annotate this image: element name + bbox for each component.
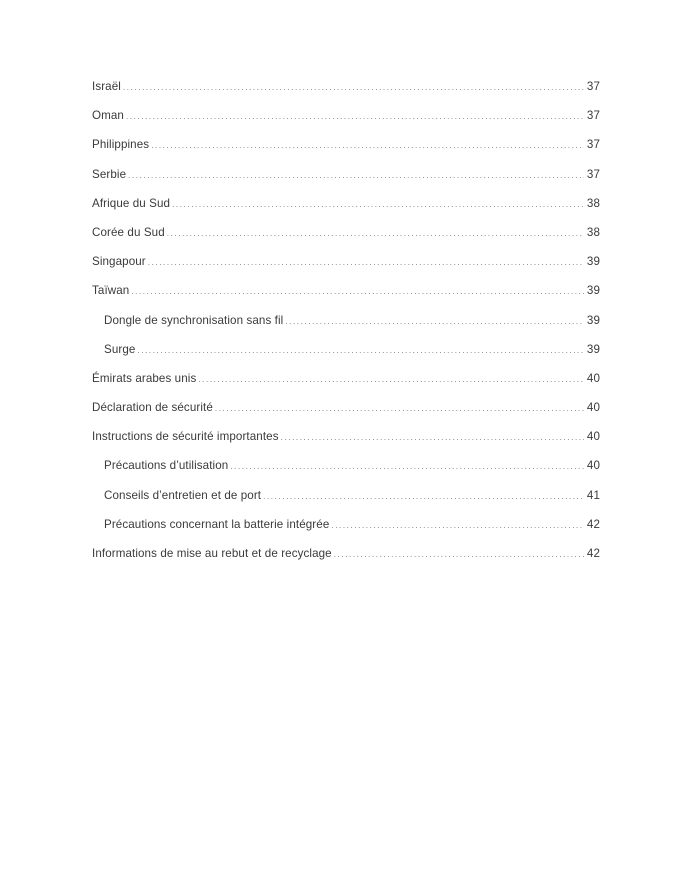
toc-dot-leader [215,400,584,418]
toc-entry-title: Afrique du Sud [92,196,171,210]
toc-dot-leader [167,225,584,243]
toc-dot-leader [285,313,584,331]
toc-entry-emirats-arabes-unis[interactable] [92,370,600,399]
toc-page-number: 38 [586,196,600,210]
toc-dot-leader [148,254,584,272]
toc-page-number: 40 [586,401,600,415]
table-of-contents [92,78,600,574]
toc-entry-instructions-securite[interactable] [92,428,600,457]
toc-entry-title: Informations de mise au rebut et de recyclage [92,547,332,560]
toc-page-number: 39 [586,255,600,269]
toc-dot-leader [334,546,584,564]
toc-dot-leader [137,342,584,360]
toc-entry-oman[interactable] [92,107,600,136]
toc-dot-leader [281,429,584,447]
toc-dot-leader [151,137,584,155]
toc-page-number: 42 [586,547,600,560]
toc-entry-singapour[interactable] [92,253,600,282]
toc-page-number: 38 [586,225,600,239]
toc-entry-coree-du-sud[interactable] [92,224,600,253]
toc-dot-leader [131,283,584,301]
toc-page-number: 39 [586,313,600,327]
toc-page-number: 37 [586,109,600,123]
toc-page-number: 42 [586,517,600,531]
toc-dot-leader [126,108,584,126]
toc-entry-title: Précautions concernant la batterie intégrée [104,517,330,531]
toc-page-number: 39 [586,284,600,298]
toc-entry-dongle-synchronisation[interactable] [92,312,600,341]
toc-page-number: 37 [586,138,600,152]
toc-entry-title: Corée du Sud [92,225,165,239]
toc-entry-precautions-utilisation[interactable] [92,457,600,486]
toc-entry-surge[interactable] [92,341,600,370]
toc-page-number: 39 [586,342,600,356]
toc-dot-leader [123,79,584,97]
toc-entry-title: Surge [104,342,136,356]
toc-dot-leader [198,371,584,389]
toc-page-number: 37 [586,80,600,93]
toc-entry-title: Singapour [92,255,146,269]
toc-entry-title: Philippines [92,138,150,152]
toc-page-number: 40 [586,371,600,385]
toc-entry-israel[interactable] [92,78,600,107]
toc-entry-taiwan[interactable] [92,282,600,311]
toc-entry-conseils-entretien[interactable] [92,487,600,516]
toc-dot-leader [263,488,584,506]
toc-entry-title: Déclaration de sécurité [92,401,213,415]
toc-entry-title: Précautions d’utilisation [104,459,229,473]
toc-entry-precautions-batterie[interactable] [92,516,600,545]
toc-entry-title: Instructions de sécurité importantes [92,430,279,444]
toc-entry-afrique-du-sud[interactable] [92,195,600,224]
toc-dot-leader [230,458,584,476]
toc-entry-declaration-securite[interactable] [92,399,600,428]
toc-dot-leader [128,167,584,185]
toc-entry-serbie[interactable] [92,166,600,195]
toc-entry-title: Conseils d’entretien et de port [104,488,262,502]
toc-page-number: 40 [586,459,600,473]
toc-page-number: 40 [586,430,600,444]
toc-page-number: 41 [586,488,600,502]
toc-dot-leader [331,517,584,535]
toc-entry-title: Émirats arabes unis [92,371,197,385]
toc-entry-title: Serbie [92,167,127,181]
toc-entry-title: Taïwan [92,284,130,298]
toc-page-number: 37 [586,167,600,181]
toc-entry-title: Dongle de synchronisation sans fil [104,313,284,327]
toc-entry-philippines[interactable] [92,136,600,165]
toc-dot-leader [172,196,584,214]
toc-entry-title: Israël [92,80,121,93]
toc-entry-title: Oman [92,109,124,123]
toc-entry-mise-au-rebut-recyclage[interactable] [92,545,600,574]
